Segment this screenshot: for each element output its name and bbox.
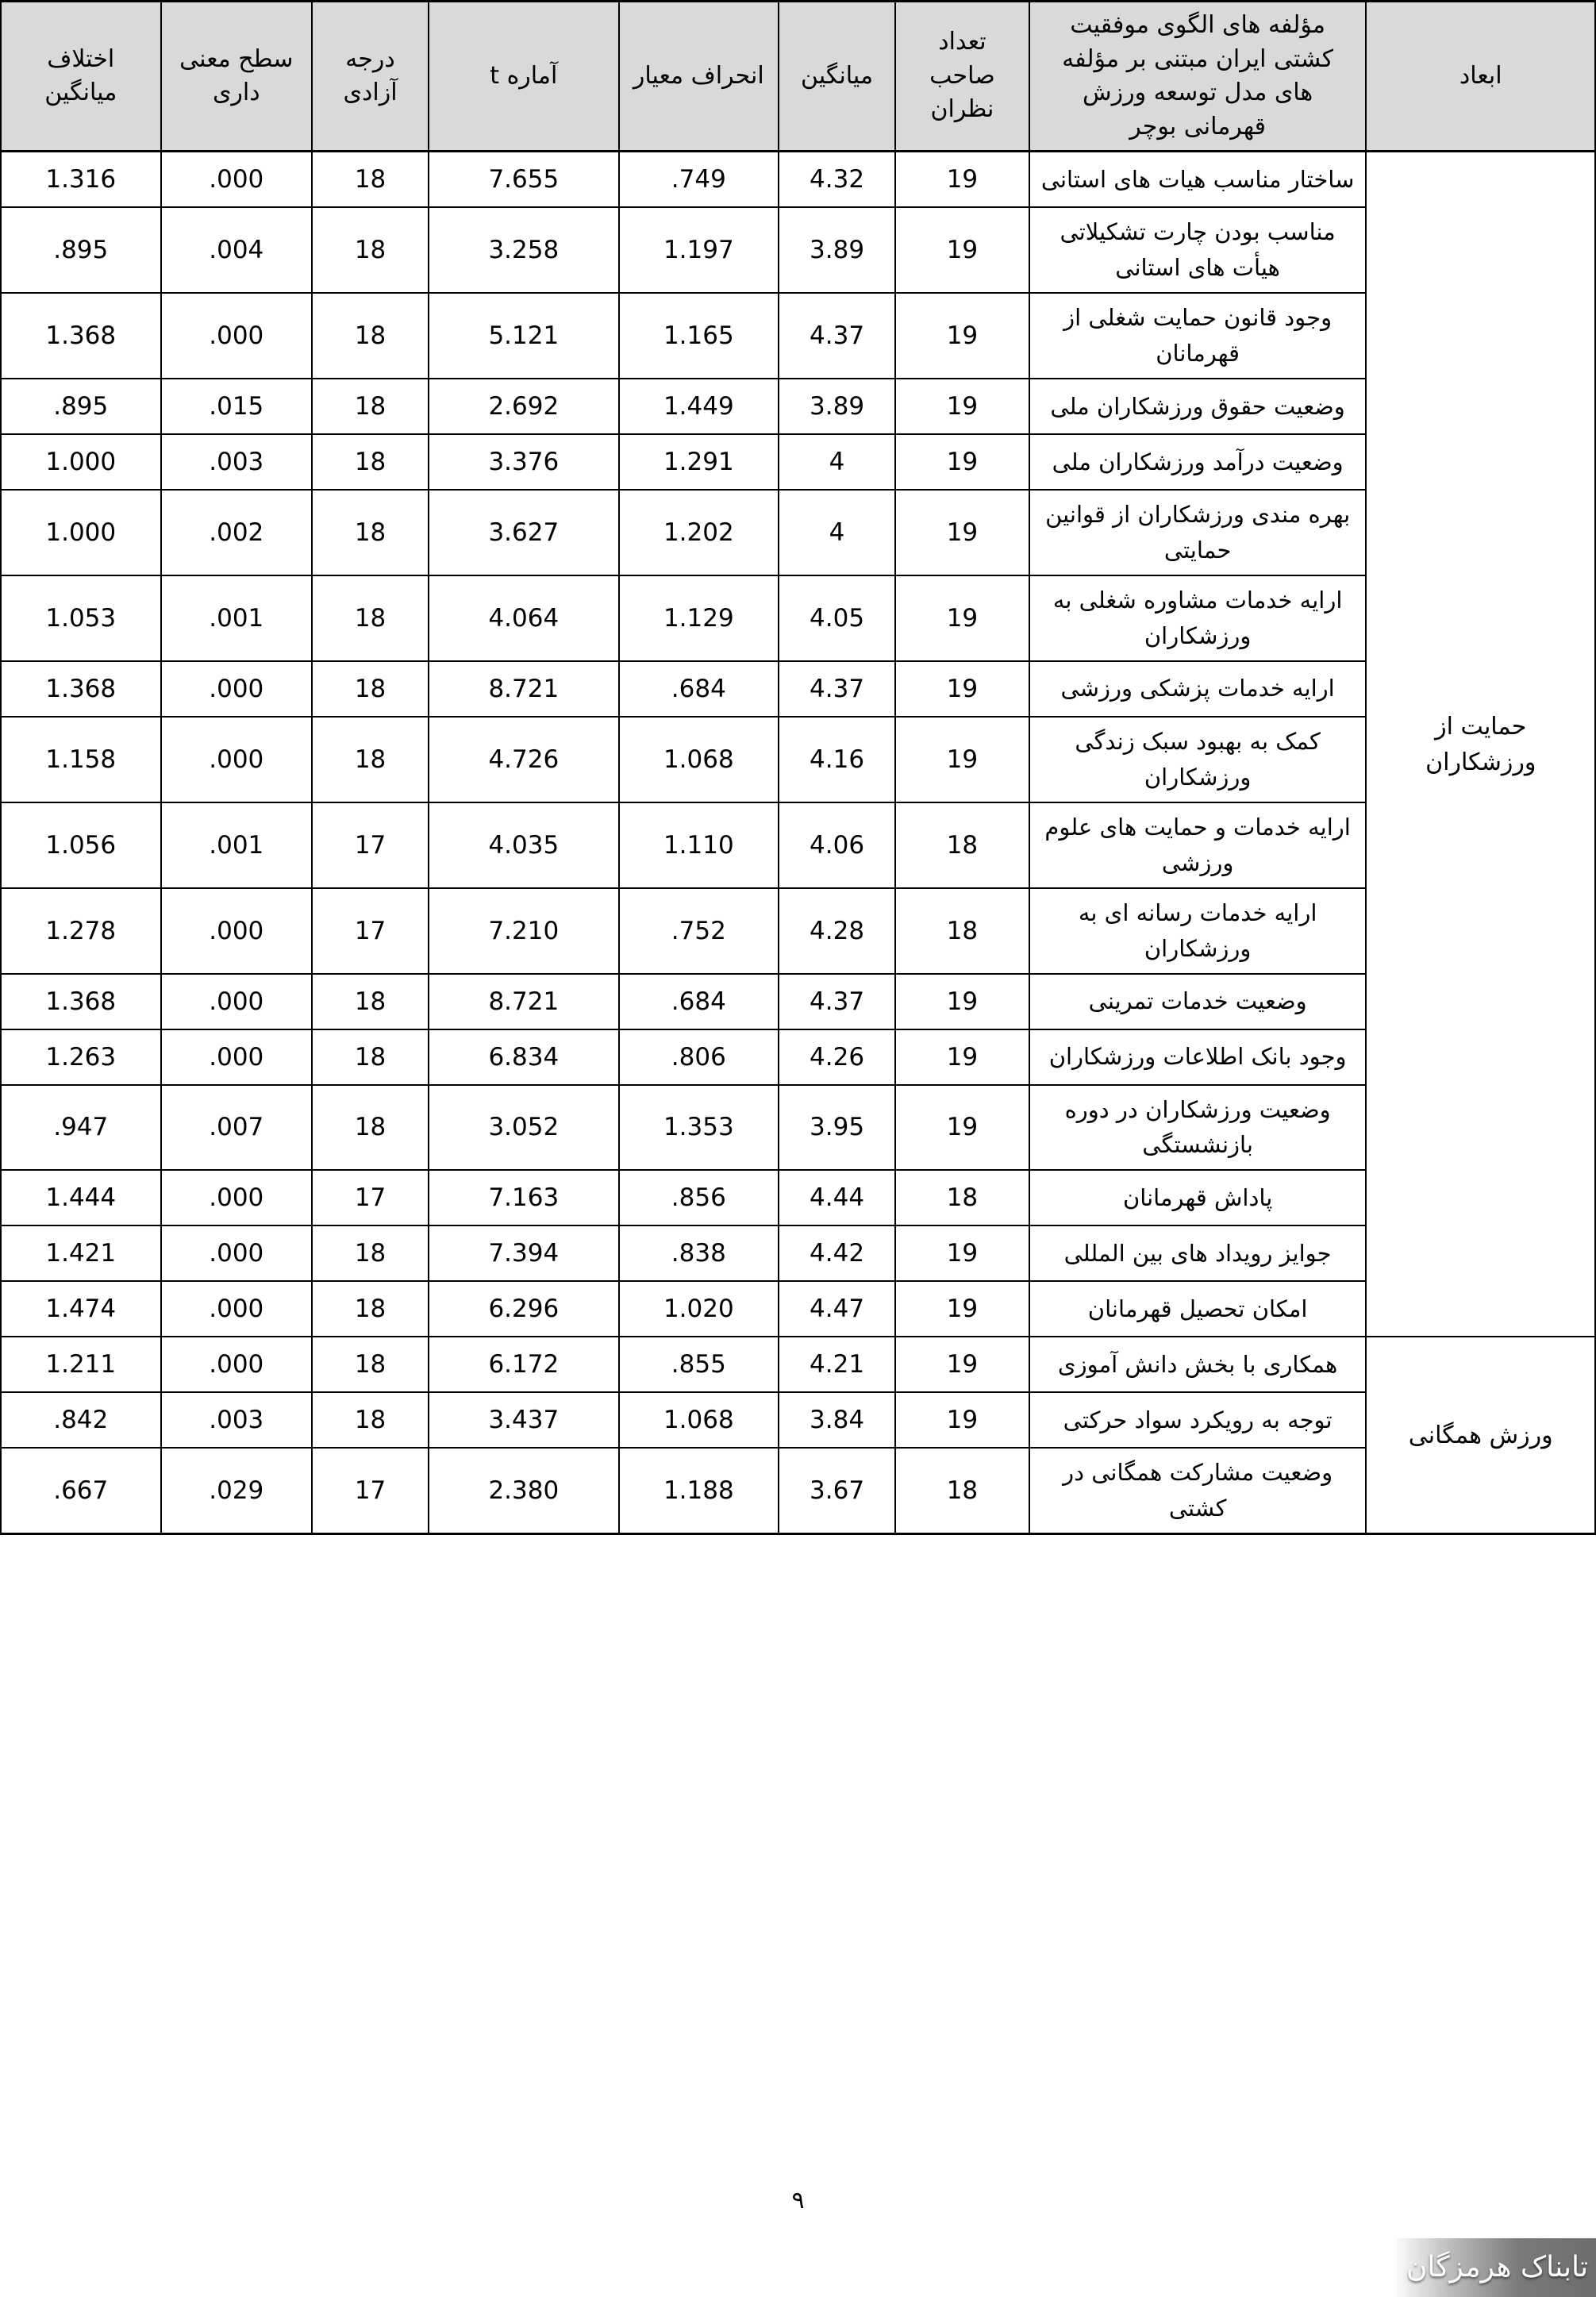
table-row [1,1281,1595,1337]
t-statistic-cell: 2.380 [429,1448,619,1533]
t-statistic-cell: 8.721 [429,661,619,717]
mean-difference-cell: 1.316 [1,152,161,208]
t-statistic-cell: 2.692 [429,379,619,434]
count-cell: 19 [895,207,1029,293]
significance-cell: .029 [161,1448,313,1533]
t-statistic-cell: 7.655 [429,152,619,208]
degrees-of-freedom-cell: 18 [312,1392,429,1448]
mean-cell: 4.16 [779,717,895,802]
count-cell: 19 [895,1281,1029,1337]
standard-deviation-cell: .749 [619,152,779,208]
degrees-of-freedom-cell: 18 [312,1029,429,1085]
component-cell: وضعیت درآمد ورزشکاران ملی [1029,434,1367,490]
mean-difference-cell: .667 [1,1448,161,1533]
mean-cell: 3.89 [779,207,895,293]
standard-deviation-cell: .838 [619,1225,779,1281]
degrees-of-freedom-cell: 18 [312,717,429,802]
significance-cell: .000 [161,1337,313,1392]
mean-difference-cell: .895 [1,379,161,434]
mean-difference-cell: 1.474 [1,1281,161,1337]
component-cell: بهره مندی ورزشکاران از قوانین حمایتی [1029,490,1367,575]
standard-deviation-cell: 1.188 [619,1448,779,1533]
component-cell: ساختار مناسب هیات های استانی [1029,152,1367,208]
count-cell: 18 [895,888,1029,974]
component-cell: وجود بانک اطلاعات ورزشکاران [1029,1029,1367,1085]
watermark-text: تابناک هرمزگان [1406,2251,1588,2284]
mean-difference-cell: 1.000 [1,434,161,490]
mean-difference-cell: 1.368 [1,661,161,717]
dimension-cell: ورزش همگانی [1366,1337,1595,1533]
header-mean-difference: اختلاف میانگین [1,2,161,152]
t-statistic-cell: 7.210 [429,888,619,974]
mean-difference-cell: 1.368 [1,293,161,379]
count-cell: 19 [895,1085,1029,1171]
table-row [1,379,1595,434]
degrees-of-freedom-cell: 18 [312,575,429,661]
standard-deviation-cell: 1.202 [619,490,779,575]
mean-difference-cell: 1.421 [1,1225,161,1281]
component-cell: کمک به بهبود سبک زندگی ورزشکاران [1029,717,1367,802]
significance-cell: .015 [161,379,313,434]
component-cell: ارایه خدمات مشاوره شغلی به ورزشکاران [1029,575,1367,661]
header-significance-level: سطح معنی داری [161,2,313,152]
t-statistic-cell: 3.258 [429,207,619,293]
mean-cell: 4.37 [779,661,895,717]
standard-deviation-cell: 1.110 [619,802,779,888]
degrees-of-freedom-cell: 18 [312,152,429,208]
component-cell: وجود قانون حمایت شغلی از قهرمانان [1029,293,1367,379]
standard-deviation-cell: .855 [619,1337,779,1392]
degrees-of-freedom-cell: 17 [312,1170,429,1225]
mean-difference-cell: .947 [1,1085,161,1171]
header-component: مؤلفه های الگوی موفقیت کشتی ایران مبتنی بر مؤلفه های مدل توسعه ورزش قهرمانی بوچر [1029,2,1367,152]
count-cell: 19 [895,379,1029,434]
degrees-of-freedom-cell: 18 [312,1281,429,1337]
count-cell: 18 [895,802,1029,888]
mean-cell: 4.44 [779,1170,895,1225]
header-dimension: ابعاد [1366,2,1595,152]
mean-difference-cell: 1.158 [1,717,161,802]
mean-cell: 4 [779,434,895,490]
standard-deviation-cell: 1.449 [619,379,779,434]
significance-cell: .000 [161,717,313,802]
table-row [1,1337,1595,1392]
t-statistic-cell: 4.726 [429,717,619,802]
header-row [1,2,1595,152]
degrees-of-freedom-cell: 17 [312,888,429,974]
mean-cell: 3.95 [779,1085,895,1171]
standard-deviation-cell: 1.020 [619,1281,779,1337]
significance-cell: .001 [161,575,313,661]
t-statistic-cell: 4.035 [429,802,619,888]
count-cell: 19 [895,575,1029,661]
table-row [1,490,1595,575]
mean-cell: 4.47 [779,1281,895,1337]
standard-deviation-cell: .752 [619,888,779,974]
component-cell: وضعیت مشارکت همگانی در کشتی [1029,1448,1367,1533]
table-row [1,802,1595,888]
component-cell: ارایه خدمات رسانه ای به ورزشکاران [1029,888,1367,974]
component-cell: همکاری با بخش دانش آموزی [1029,1337,1367,1392]
t-statistic-cell: 6.172 [429,1337,619,1392]
component-cell: ارایه خدمات پزشکی ورزشی [1029,661,1367,717]
significance-cell: .001 [161,802,313,888]
mean-difference-cell: 1.211 [1,1337,161,1392]
count-cell: 19 [895,1029,1029,1085]
count-cell: 19 [895,490,1029,575]
table-row [1,1085,1595,1171]
standard-deviation-cell: 1.353 [619,1085,779,1171]
standard-deviation-cell: .856 [619,1170,779,1225]
degrees-of-freedom-cell: 17 [312,802,429,888]
count-cell: 19 [895,152,1029,208]
table-row [1,1392,1595,1448]
header-standard-deviation: انحراف معیار [619,2,779,152]
component-cell: امکان تحصیل قهرمانان [1029,1281,1367,1337]
count-cell: 19 [895,1337,1029,1392]
mean-cell: 4.05 [779,575,895,661]
t-statistic-cell: 3.052 [429,1085,619,1171]
mean-cell: 3.84 [779,1392,895,1448]
mean-difference-cell: .895 [1,207,161,293]
mean-difference-cell: 1.368 [1,974,161,1029]
standard-deviation-cell: 1.068 [619,1392,779,1448]
significance-cell: .000 [161,888,313,974]
table-header [1,2,1595,152]
degrees-of-freedom-cell: 18 [312,434,429,490]
page-number: ۹ [791,2187,805,2214]
significance-cell: .000 [161,1170,313,1225]
degrees-of-freedom-cell: 18 [312,974,429,1029]
mean-cell: 4 [779,490,895,575]
significance-cell: .003 [161,1392,313,1448]
header-degrees-of-freedom: درجه آزادی [312,2,429,152]
count-cell: 19 [895,1225,1029,1281]
table-row [1,1448,1595,1533]
count-cell: 19 [895,293,1029,379]
table-row [1,888,1595,974]
mean-cell: 4.28 [779,888,895,974]
count-cell: 19 [895,434,1029,490]
significance-cell: .003 [161,434,313,490]
table-row [1,1170,1595,1225]
table-row [1,661,1595,717]
degrees-of-freedom-cell: 18 [312,490,429,575]
mean-cell: 4.21 [779,1337,895,1392]
degrees-of-freedom-cell: 18 [312,1085,429,1171]
table-row [1,575,1595,661]
significance-cell: .000 [161,293,313,379]
table-body [1,152,1595,1534]
degrees-of-freedom-cell: 17 [312,1448,429,1533]
significance-cell: .000 [161,1029,313,1085]
degrees-of-freedom-cell: 18 [312,661,429,717]
mean-cell: 4.32 [779,152,895,208]
count-cell: 18 [895,1170,1029,1225]
count-cell: 19 [895,974,1029,1029]
t-statistic-cell: 8.721 [429,974,619,1029]
header-mean: میانگین [779,2,895,152]
t-statistic-cell: 4.064 [429,575,619,661]
standard-deviation-cell: 1.129 [619,575,779,661]
table-row [1,1225,1595,1281]
t-statistic-cell: 6.834 [429,1029,619,1085]
significance-cell: .000 [161,1225,313,1281]
t-statistic-cell: 3.376 [429,434,619,490]
component-cell: توجه به رویکرد سواد حرکتی [1029,1392,1367,1448]
standard-deviation-cell: 1.068 [619,717,779,802]
significance-cell: .004 [161,207,313,293]
count-cell: 18 [895,1448,1029,1533]
component-cell: وضعیت خدمات تمرینی [1029,974,1367,1029]
count-cell: 19 [895,661,1029,717]
degrees-of-freedom-cell: 18 [312,1337,429,1392]
mean-difference-cell: .842 [1,1392,161,1448]
component-cell: ارایه خدمات و حمایت های علوم ورزشی [1029,802,1367,888]
component-cell: مناسب بودن چارت تشکیلاتی هیأت های استانی [1029,207,1367,293]
significance-cell: .000 [161,1281,313,1337]
mean-difference-cell: 1.444 [1,1170,161,1225]
t-statistic-cell: 5.121 [429,293,619,379]
standard-deviation-cell: 1.165 [619,293,779,379]
degrees-of-freedom-cell: 18 [312,207,429,293]
standard-deviation-cell: 1.291 [619,434,779,490]
standard-deviation-cell: .684 [619,974,779,1029]
significance-cell: .000 [161,152,313,208]
significance-cell: .000 [161,974,313,1029]
table-row [1,1029,1595,1085]
significance-cell: .007 [161,1085,313,1171]
mean-cell: 4.37 [779,293,895,379]
table-row [1,293,1595,379]
significance-cell: .000 [161,661,313,717]
table-row [1,434,1595,490]
degrees-of-freedom-cell: 18 [312,1225,429,1281]
mean-cell: 4.06 [779,802,895,888]
mean-difference-cell: 1.056 [1,802,161,888]
significance-cell: .002 [161,490,313,575]
table-row [1,152,1595,208]
t-statistic-cell: 3.627 [429,490,619,575]
header-t-statistic: آماره t [429,2,619,152]
mean-difference-cell: 1.263 [1,1029,161,1085]
mean-difference-cell: 1.000 [1,490,161,575]
count-cell: 19 [895,1392,1029,1448]
t-statistic-cell: 3.437 [429,1392,619,1448]
degrees-of-freedom-cell: 18 [312,379,429,434]
standard-deviation-cell: .806 [619,1029,779,1085]
t-statistic-cell: 7.163 [429,1170,619,1225]
mean-difference-cell: 1.053 [1,575,161,661]
standard-deviation-cell: .684 [619,661,779,717]
dimension-cell: حمایت از ورزشکاران [1366,152,1595,1337]
table-row [1,207,1595,293]
component-cell: پاداش قهرمانان [1029,1170,1367,1225]
component-cell: جوایز رویداد های بین المللی [1029,1225,1367,1281]
mean-cell: 4.42 [779,1225,895,1281]
mean-cell: 4.37 [779,974,895,1029]
standard-deviation-cell: 1.197 [619,207,779,293]
degrees-of-freedom-cell: 18 [312,293,429,379]
mean-cell: 3.67 [779,1448,895,1533]
t-statistic-cell: 7.394 [429,1225,619,1281]
component-cell: وضعیت ورزشکاران در دوره بازنشستگی [1029,1085,1367,1171]
mean-cell: 4.26 [779,1029,895,1085]
watermark [1393,2238,1596,2297]
header-count: تعداد صاحب نظران [895,2,1029,152]
table-row [1,717,1595,802]
mean-difference-cell: 1.278 [1,888,161,974]
table-row [1,974,1595,1029]
component-cell: وضعیت حقوق ورزشکاران ملی [1029,379,1367,434]
t-statistic-cell: 6.296 [429,1281,619,1337]
count-cell: 19 [895,717,1029,802]
mean-cell: 3.89 [779,379,895,434]
